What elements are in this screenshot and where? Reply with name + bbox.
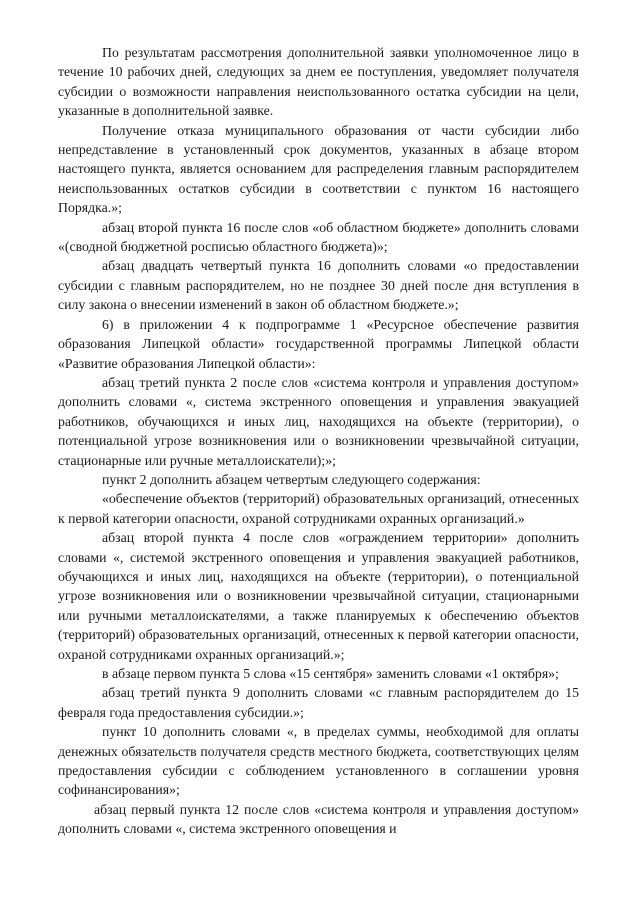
- document-body: [58, 43, 579, 839]
- paragraph-5: 6) в приложении 4 к подпрограмме 1 «Ресурсное обеспечение развития образования Липецкой области» государственной программы Липецкой области «Развитие образования Липецкой области»:: [58, 316, 579, 371]
- paragraph-7: пункт 2 дополнить абзацем четвертым следующего содержания:: [102, 471, 481, 487]
- paragraph-12: пункт 10 дополнить словами «, в пределах суммы, необходимой для оплаты денежных обязательств получателя средств местного бюджета, соответствующих целям предоставления субсидии с соблюдением установленного в соглашении уровня софинансирования»;: [58, 724, 579, 798]
- paragraph-6: абзац третий пункта 2 после слов «система контроля и управления доступом» дополнить словами «, система экстренного оповещения и управления эвакуацией работников, обучающихся и иных лиц, находящихся на объекте (территории), о потенциальной угрозе возникновения или о возникновении чрезвычайной ситуации, стационарные или ручные металлоискатели);»;: [58, 374, 579, 468]
- paragraph-8: «обеспечение объектов (территорий) образовательных организаций, отнесенных к первой категории опасности, охраной сотрудниками охранных организаций.»: [58, 491, 579, 526]
- paragraph-3: абзац второй пункта 16 после слов «об областном бюджете» дополнить словами «(сводной бюджетной росписью областного бюджета)»;: [58, 219, 579, 255]
- paragraph-9: абзац второй пункта 4 после слов «ограждением территории» дополнить словами «, системой экстренного оповещения и управления эвакуацией работников, обучающихся и иных лиц, находящихся на объекте (территории), о потенциальной угрозе возникновения или о возникновении чрезвычайной ситуации, стационарными или ручными металлоискателями, а также планируемых к обеспечению объектов (территорий) образовательных организаций, отнесенных к первой категории опасности, охраной сотрудниками охранных организаций.»;: [58, 530, 579, 662]
- paragraph-1: По результатам рассмотрения дополнительной заявки уполномоченное лицо в течение 10 рабочих дней, следующих за днем ее поступления, уведомляет получателя субсидии о возможности направления неиспользованного остатка субсидии на цели, указанные в дополнительной заявке.: [58, 45, 579, 119]
- paragraph-4: абзац двадцать четвертый пункта 16 дополнить словами «о предоставлении субсидии с главным распорядителем, но не позднее 30 дней после дня вступления в силу закона о внесении изменений в закон об областном бюджете.»;: [58, 258, 579, 313]
- paragraph-13: абзац первый пункта 12 после слов «система контроля и управления доступом» дополнить словами «, система экстренного оповещения и: [58, 801, 579, 837]
- paragraph-10: в абзаце первом пункта 5 слова «15 сентября» заменить словами «1 октября»;: [102, 666, 559, 681]
- paragraph-2: Получение отказа муниципального образования от части субсидии либо непредставление в установленный срок документов, указанных в абзаце втором настоящего пункта, является основанием для распределения главным распорядителем неиспользованных остатков субсидии в соответствии с пунктом 16 настоящего Порядка.»;: [58, 122, 579, 216]
- paragraph-11: абзац третий пункта 9 дополнить словами «с главным распорядителем до 15 февраля года предоставления субсидии.»;: [58, 685, 579, 720]
